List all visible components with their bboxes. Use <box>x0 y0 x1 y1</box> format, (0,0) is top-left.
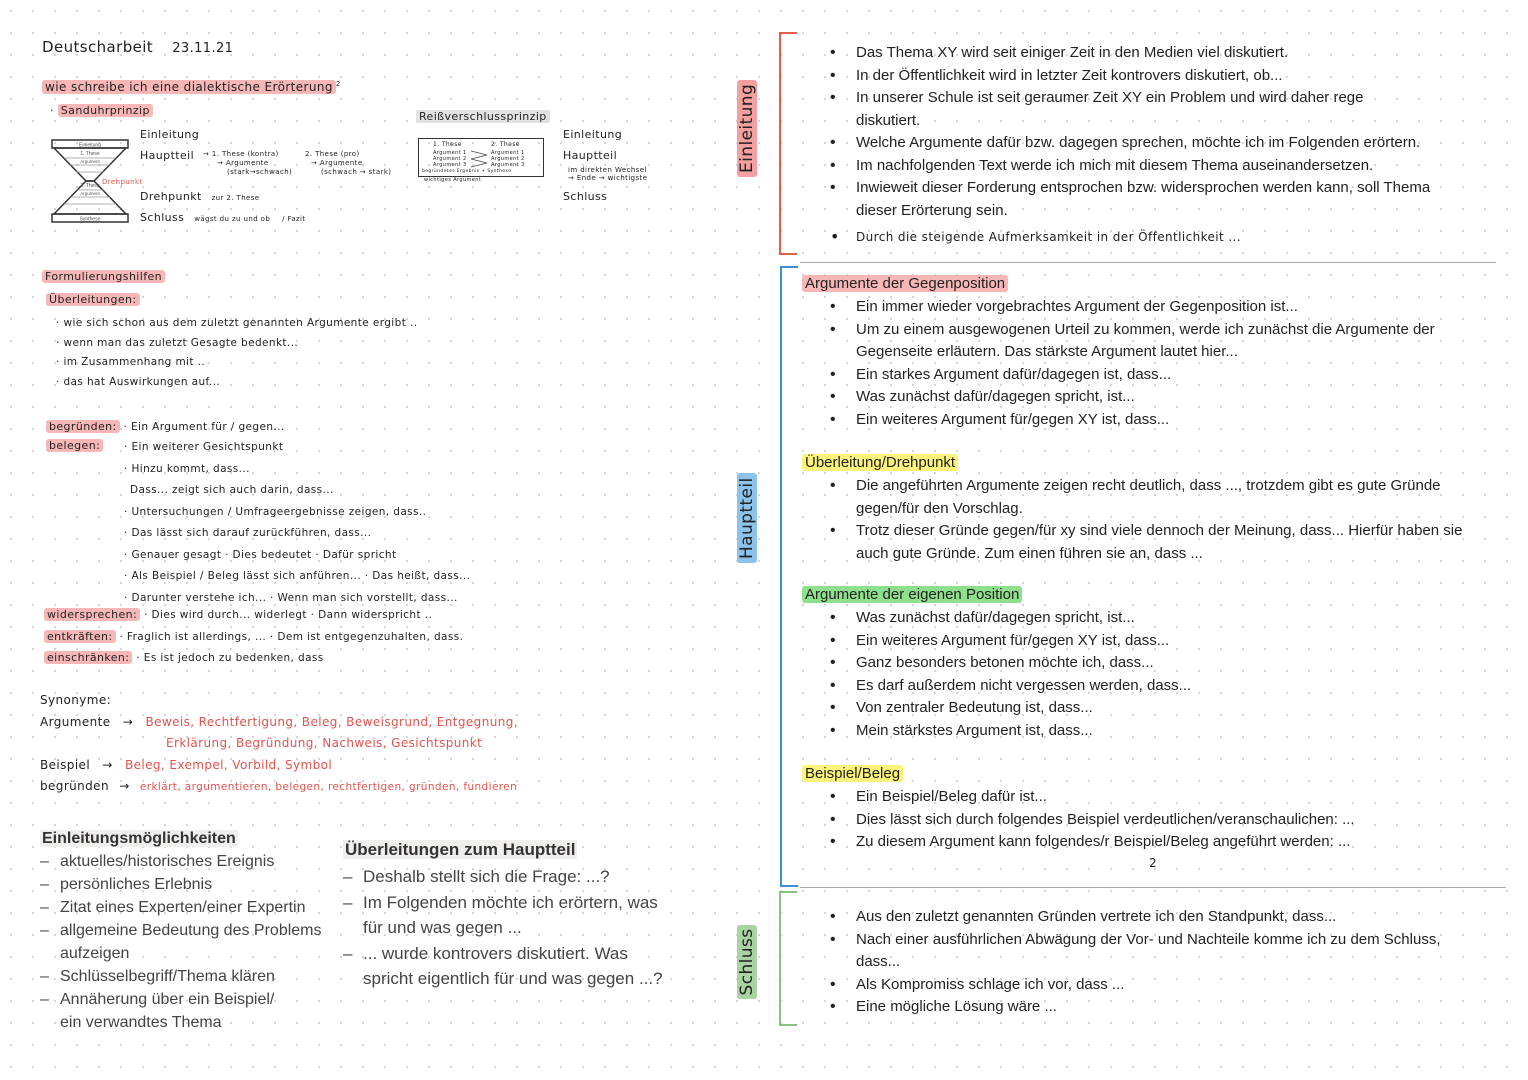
eigen-item: • Mein stärkstes Argument ist, dass... <box>828 720 1468 743</box>
schluss-item: • Als Kompromiss schlage ich vor, dass ... <box>828 974 1448 997</box>
ueberleitung-item: · wenn man das zuletzt Gesagte bedenkt... <box>56 336 299 349</box>
einleitung-item: • Im nachfolgenden Text werde ich mich mit diesem Thema auseinandersetzen. <box>828 155 1488 178</box>
hg-argument-1: Argument <box>80 159 100 164</box>
ueberleitung-box-item: – ... wurde kontrovers diskutiert. Was spricht eigentlich für und was gegen ...? <box>343 941 673 992</box>
sanduhr-drehpunkt-note: zur 2. These <box>211 194 260 202</box>
sanduhr-label: · Sanduhrprinzip <box>50 104 153 117</box>
belegen-item: · Als Beispiel / Beleg lässt sich anführen... · Das heißt, dass... <box>124 570 471 582</box>
hg-argument-2: Argument <box>80 191 100 196</box>
ueberleitung-item-text: wie sich schon aus dem zuletzt genannten Argumente ergibt .. <box>63 317 418 329</box>
gegen-item: • Ein weiteres Argument für/gegen XY ist, dass... <box>828 409 1468 432</box>
schluss-vlabel-text: Schluss <box>737 925 757 1000</box>
zip-ergebnis: begründetes Ergebnis + Synthese <box>422 169 512 174</box>
eigen-item: • Es darf außerdem nicht vergessen werden, dass... <box>828 675 1468 698</box>
begruenden-kw: begründen: <box>46 420 120 433</box>
sanduhr-label-text: Sanduhrprinzip <box>58 104 153 117</box>
zip-these2: 2. These <box>491 141 520 148</box>
einschraenken-kw: einschränken: <box>44 651 132 664</box>
schluss-vlabel <box>737 922 757 1002</box>
separator-2 <box>800 887 1506 888</box>
entkraeften-row <box>44 628 463 648</box>
sanduhr-these2-sort: (schwach → stark) <box>321 168 392 176</box>
einleitung-box-item: – Zitat eines Experten/einer Expertin <box>40 896 330 919</box>
reiss-wechsel-2: → Ende → wichtigste <box>568 174 648 182</box>
begruenden-row <box>46 418 285 438</box>
gegen-item: • Was zunächst dafür/dagegen spricht, ist... <box>828 386 1468 409</box>
einleitung-box-list <box>40 850 330 1034</box>
ueberleitungen-label <box>46 293 140 306</box>
zip-arg-r1: Argument 1 <box>491 150 525 156</box>
hauptteil-vlabel-text: Hauptteil <box>737 473 757 563</box>
syn-word: Argumente <box>40 715 111 729</box>
schluss-item: • Eine mögliche Lösung wäre ... <box>828 996 1448 1019</box>
belegen-item: · Ein weiterer Gesichtspunkt <box>124 441 284 453</box>
begruenden-text: · Ein Argument für / gegen... <box>123 421 285 433</box>
zip-arg-r2: Argument 2 <box>491 156 525 162</box>
einleitung-box-item: – persönliches Erlebnis <box>40 873 330 896</box>
belegen-list <box>124 437 470 609</box>
einleitung-list <box>828 42 1488 249</box>
eigen-title-text: Argumente der eigenen Position <box>802 586 1022 603</box>
belegen-item: · Hinzu kommt, dass... <box>124 462 250 475</box>
formulierung-title-text: Formulierungshilfen <box>42 270 165 283</box>
belegen-item: · Das lässt sich darauf zurückführen, dass... <box>124 527 372 539</box>
einleitung-box-title-text: Einleitungsmöglichkeiten <box>42 830 236 847</box>
formulierung-title <box>42 270 165 283</box>
reiss-einleitung: Einleitung <box>563 128 623 141</box>
gegen-list <box>828 296 1468 431</box>
sanduhr-schluss-text: Schluss <box>140 211 185 224</box>
ueberleitung-item: · wie sich schon aus dem zuletzt genannten Argumente ergibt .. <box>56 317 418 329</box>
einleitung-item: • Inwieweit dieser Forderung entsprochen bzw. widersprochen werden kann, soll Thema dieser Erörterung sein. <box>828 177 1456 222</box>
widersprechen-row <box>44 606 432 626</box>
belegen-item: · Darunter verstehe ich... · Wenn man sich vorstellt, dass... <box>124 591 458 604</box>
page-title <box>42 38 233 56</box>
beispiel-title-text: Beispiel/Beleg <box>802 765 903 782</box>
syn-word: begründen <box>40 779 109 793</box>
hg-these1: 1. These <box>80 151 100 157</box>
eigen-item: • Ganz besonders betonen möchte ich, dass... <box>828 652 1468 675</box>
zip-args-left <box>433 150 467 168</box>
belegen-item: · Untersuchungen / Umfrageergebnisse zeigen, dass.. <box>124 505 427 518</box>
eigen-item: • Ein weiteres Argument für/gegen XY ist, dass... <box>828 630 1468 653</box>
schluss-bracket <box>779 891 797 1026</box>
sanduhr-these1-sort: (stark→schwach) <box>227 168 293 176</box>
sanduhr-schluss <box>140 211 306 224</box>
zip-these1: 1. These <box>433 141 462 148</box>
zip-arg-l3: Argument 3 <box>433 162 467 168</box>
ueberleitung-box <box>343 840 673 992</box>
syn-values: Beleg, Exempel, Vorbild, Symbol <box>124 758 333 772</box>
title-text: Deutscharbeit <box>42 38 154 56</box>
einleitung-box-item: – aktuelles/historisches Ereignis <box>40 850 330 873</box>
beispiel-item: • Ein Beispiel/Beleg dafür ist... <box>828 786 1468 809</box>
dreh-title-text: Überleitung/Drehpunkt <box>802 454 958 471</box>
zipper-diagram <box>418 138 544 177</box>
entkraeften-kw: entkräften: <box>44 630 116 643</box>
belegen-kw: belegen: <box>46 439 103 452</box>
ueberleitungen-label-text: Überleitungen: <box>46 293 140 306</box>
zip-arg-l2: Argument 2 <box>433 156 467 162</box>
syn-arrow: → <box>122 715 134 729</box>
dreh-title <box>802 454 958 471</box>
reiss-label-text: Reißverschlussprinzip <box>416 110 550 123</box>
gegen-item: • Um zu einem ausgewogenen Urteil zu kommen, werde ich zunächst die Argumente der Gegenseite erläutern. Das stärkste Argument lautet hier... <box>828 319 1468 364</box>
sanduhr-these2-text: 2. These (pro) <box>305 150 360 158</box>
gegen-title-text: Argumente der Gegenposition <box>802 275 1008 292</box>
sanduhr-drehpunkt-text: Drehpunkt <box>140 190 202 203</box>
widersprechen-kw: widersprechen: <box>44 608 140 621</box>
ueberleitung-item-text: wenn man das zuletzt Gesagte bedenkt... <box>63 336 299 349</box>
belegen-item: Dass... zeigt sich auch darin, dass... <box>130 484 334 496</box>
hg-these2: 2. These <box>80 183 100 189</box>
eigen-list <box>828 607 1468 742</box>
einleitung-box-item: – allgemeine Bedeutung des Problems aufzeigen <box>40 919 330 965</box>
einschraenken-row <box>44 649 324 669</box>
reiss-hauptteil: Hauptteil <box>563 149 618 162</box>
dreh-list <box>828 475 1468 565</box>
schluss-item: • Nach einer ausführlichen Abwägung der Vor- und Nachteile komme ich zu dem Schluss, dass... <box>828 929 1448 974</box>
zip-args-right <box>491 150 525 168</box>
ueberleitung-item-text: das hat Auswirkungen auf... <box>63 375 221 388</box>
sanduhr-these1-arg: → Argumente <box>217 159 269 167</box>
entkraeften-text: · Fraglich ist allerdings, ... · Dem ist entgegenzuhalten, dass. <box>119 631 464 643</box>
einleitung-box-item: – Schlüsselbegriff/Thema klären <box>40 965 330 988</box>
dreh-item: • Die angeführten Argumente zeigen recht deutlich, dass ..., trotzdem gibt es gute Gründe gegen/für den Vorschlag. <box>828 475 1468 520</box>
question-text: wie schreibe ich eine dialektische Erörterung <box>42 80 336 94</box>
belegen-item: · Genauer gesagt · Dies bedeutet · Dafür spricht <box>124 548 397 561</box>
sanduhr-schluss-note: wägst du zu und ob <box>194 215 271 223</box>
syn-arrow: → <box>102 758 113 772</box>
ueberleitungen-list <box>56 314 417 392</box>
sanduhr-these1-text: → 1. These (kontra) <box>203 150 279 158</box>
reiss-wechsel <box>568 166 647 182</box>
synonyme-row-begruenden <box>40 776 517 798</box>
einschraenken-text: · Es ist jedoch zu bedenken, dass <box>136 652 324 664</box>
gegen-title <box>802 275 1008 292</box>
reiss-schluss: Schluss <box>563 190 608 203</box>
hg-drehpunkt-label: Drehpunkt <box>102 178 143 186</box>
ueberleitung-item: · im Zusammenhang mit .. <box>56 356 206 368</box>
sanduhr-einleitung: Einleitung <box>140 128 200 141</box>
sanduhr-these1 <box>203 150 292 177</box>
eigen-item: • Von zentraler Bedeutung ist, dass... <box>828 697 1468 720</box>
einleitung-item: • In unserer Schule ist seit geraumer Zeit XY ein Problem und wird daher rege diskutiert. <box>828 87 1416 132</box>
synonyme-row-argumente <box>40 712 518 733</box>
belegen-kw-row <box>46 439 103 452</box>
eigen-title <box>802 586 1022 603</box>
sanduhr-these2 <box>305 150 391 177</box>
hauptteil-bracket <box>780 266 798 887</box>
einleitung-item-handwritten: • Durch die steigende Aufmerksamkeit in der Öffentlichkeit ... <box>828 226 1488 249</box>
reiss-wechsel-1: im direkten Wechsel <box>568 166 647 174</box>
einleitung-box-title <box>40 830 330 848</box>
ueberleitung-box-title <box>343 840 673 860</box>
gegen-item: • Ein immer wieder vorgebrachtes Argument der Gegenposition ist... <box>828 296 1468 319</box>
synonyme-row-beispiel <box>40 755 332 776</box>
sanduhr-hauptteil: Hauptteil <box>140 149 195 162</box>
separator-1 <box>800 262 1496 263</box>
syn-word: Beispiel <box>40 758 91 772</box>
syn-arrow: → <box>119 779 130 793</box>
ueberleitung-box-list <box>343 864 673 992</box>
beispiel-item: • Dies lässt sich durch folgendes Beispiel verdeutlichen/veranschaulichen: ... <box>828 809 1468 832</box>
page-number: 2 <box>1149 856 1158 870</box>
beispiel-list <box>828 786 1468 854</box>
schluss-item: • Aus den zuletzt genannten Gründen vertrete ich den Standpunkt, dass... <box>828 906 1448 929</box>
synonyme-title: Synonyme: <box>40 693 112 707</box>
ueberleitung-box-item: – Im Folgenden möchte ich erörtern, was für und was gegen ... <box>343 890 673 941</box>
zip-arg-r3: Argument 3 <box>491 162 525 168</box>
dreh-item: • Trotz dieser Gründe gegen/für xy sind viele dennoch der Meinung, dass... Hierfür haben sie auch gute Gründe. Zum einen führen sie an, dass ... <box>828 520 1468 565</box>
beispiel-title <box>802 765 903 782</box>
einleitung-vlabel <box>737 83 757 177</box>
synonyme-row-argumente-2: Erklärung, Begründung, Nachweis, Gesichtspunkt <box>166 736 483 750</box>
main-question <box>42 80 341 94</box>
sanduhr-drehpunkt <box>140 190 260 203</box>
syn-values: erklärt, argumentieren, belegen, rechtfertigen, gründen, fundieren <box>139 781 518 793</box>
hauptteil-vlabel <box>737 477 757 563</box>
sanduhr-these2-arg: → Argumente <box>311 159 363 167</box>
einleitung-item: • In der Öffentlichkeit wird in letzter Zeit kontrovers diskutiert, ob... <box>828 65 1488 88</box>
zip-schwach: wichtiges Argument <box>424 177 482 183</box>
einleitung-item: • Welche Argumente dafür bzw. dagegen sprechen, möchte ich im Folgenden erörtern. <box>828 132 1488 155</box>
zip-arg-l1: Argument 1 <box>433 150 467 156</box>
einleitung-box-item: – Annäherung über ein Beispiel/ ein verwandtes Thema <box>40 988 300 1034</box>
ueberleitung-box-title-text: Überleitungen zum Hauptteil <box>345 840 576 859</box>
syn-values: Beweis, Rechtfertigung, Beleg, Beweisgrund, Entgegnung, <box>145 715 518 729</box>
title-date: 23.11.21 <box>172 41 234 56</box>
einleitung-vlabel-text: Einleitung <box>737 80 757 177</box>
eigen-item: • Was zunächst dafür/dagegen spricht, ist... <box>828 607 1468 630</box>
sanduhr-fazit: / Fazit <box>282 215 306 223</box>
reiss-label <box>416 110 550 123</box>
ueberleitung-item-text: im Zusammenhang mit .. <box>63 356 206 368</box>
einleitung-box <box>40 830 330 1034</box>
ueberleitung-item: · das hat Auswirkungen auf... <box>56 375 221 388</box>
beispiel-item: • Zu diesem Argument kann folgendes/r Beispiel/Beleg angeführt werden: ... <box>828 831 1468 854</box>
widersprechen-text: · Dies wird durch... widerlegt · Dann widerspricht .. <box>144 609 433 621</box>
schluss-list <box>828 906 1448 1019</box>
zip-arrows <box>471 149 489 169</box>
einleitung-bracket <box>779 32 797 255</box>
ueberleitung-box-item: – Deshalb stellt sich die Frage: ...? <box>343 864 673 890</box>
einleitung-item: • Das Thema XY wird seit einiger Zeit in den Medien viel diskutiert. <box>828 42 1488 65</box>
hg-einleitung: Einleitung <box>79 142 101 149</box>
gegen-item: • Ein starkes Argument dafür/dagegen ist, dass... <box>828 364 1468 387</box>
question-sup: 2 <box>335 80 341 88</box>
hg-synthese: Synthese <box>79 216 101 223</box>
